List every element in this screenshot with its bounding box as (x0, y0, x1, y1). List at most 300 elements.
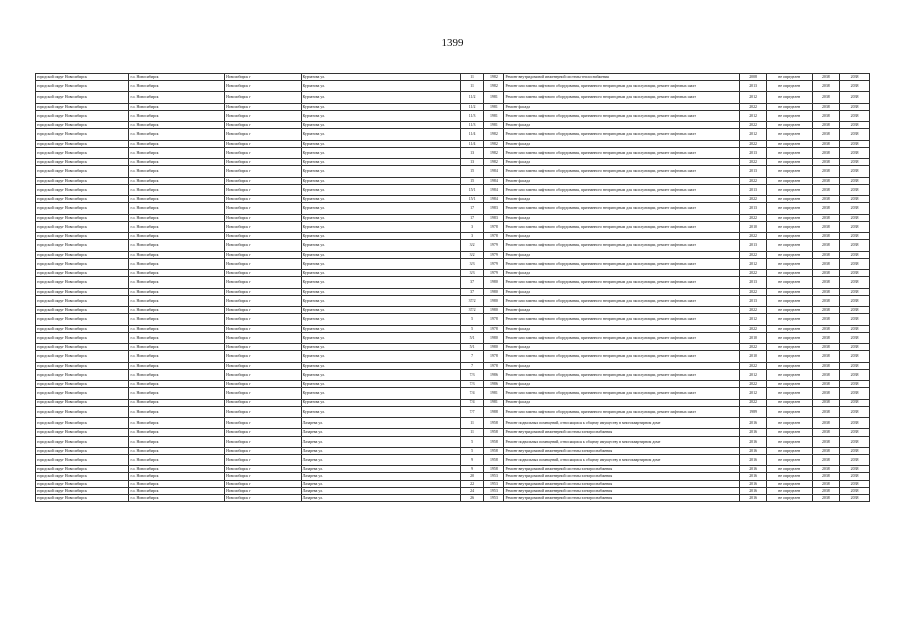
municipality-cell: городской округ Новосибирск (36, 184, 129, 195)
house-number-cell: 17 (460, 214, 483, 221)
last-repair-year-cell: 2012 (740, 110, 767, 121)
city-cell: Новосибирск г (225, 122, 301, 129)
district-cell: г.о. Новосибирск (129, 406, 225, 417)
city-cell: Новосибирск г (225, 362, 301, 369)
last-repair-year-cell: 2016 (740, 480, 767, 487)
house-number-cell: 15/1 (460, 184, 483, 195)
build-year-cell: 1979 (484, 258, 504, 269)
status-cell: не определен (766, 447, 812, 454)
house-number-cell: 3/2 (460, 240, 483, 251)
build-year-cell: 1980 (484, 277, 504, 288)
build-year-cell: 1958 (484, 454, 504, 465)
plan-start-cell: 2038 (812, 332, 840, 343)
street-cell: Курчатова ул. (301, 406, 460, 417)
district-cell: г.о. Новосибирск (129, 159, 225, 166)
district-cell: г.о. Новосибирск (129, 388, 225, 399)
last-repair-year-cell: 2022 (740, 103, 767, 110)
plan-end-cell: 2038 (840, 429, 870, 436)
house-number-cell: 11/2 (460, 103, 483, 110)
street-cell: Курчатова ул. (301, 381, 460, 388)
district-cell: г.о. Новосибирск (129, 103, 225, 110)
district-cell: г.о. Новосибирск (129, 495, 225, 502)
house-number-cell: 7 (460, 362, 483, 369)
municipality-cell: городской округ Новосибирск (36, 388, 129, 399)
street-cell: Курчатова ул. (301, 388, 460, 399)
municipality-cell: городской округ Новосибирск (36, 258, 129, 269)
city-cell: Новосибирск г (225, 214, 301, 221)
plan-start-cell: 2038 (812, 381, 840, 388)
plan-end-cell: 2038 (840, 177, 870, 184)
build-year-cell: 1984 (484, 196, 504, 203)
plan-start-cell: 2038 (812, 184, 840, 195)
table-row (36, 129, 870, 140)
municipality-cell: городской округ Новосибирск (36, 495, 129, 502)
municipality-cell: городской округ Новосибирск (36, 177, 129, 184)
street-cell: Курчатова ул. (301, 251, 460, 258)
work-type-cell: Ремонт фасада (504, 307, 740, 314)
plan-start-cell: 2038 (812, 314, 840, 325)
build-year-cell: 1978 (484, 233, 504, 240)
street-cell: Лазарева ул. (301, 466, 460, 473)
plan-start-cell: 2038 (812, 487, 840, 494)
city-cell: Новосибирск г (225, 92, 301, 103)
plan-start-cell: 2038 (812, 140, 840, 147)
district-cell: г.о. Новосибирск (129, 436, 225, 447)
street-cell: Лазарева ул. (301, 447, 460, 454)
plan-end-cell: 2038 (840, 74, 870, 81)
work-type-cell: Ремонт фасада (504, 233, 740, 240)
last-repair-year-cell: 2010 (740, 351, 767, 362)
city-cell: Новосибирск г (225, 314, 301, 325)
status-cell: не определен (766, 110, 812, 121)
plan-start-cell: 2038 (812, 258, 840, 269)
last-repair-year-cell: 2013 (740, 277, 767, 288)
table-row (36, 399, 870, 406)
plan-end-cell: 2038 (840, 196, 870, 203)
city-cell: Новосибирск г (225, 196, 301, 203)
status-cell: не определен (766, 140, 812, 147)
plan-end-cell: 2038 (840, 351, 870, 362)
build-year-cell: 1983 (484, 214, 504, 221)
work-type-cell: Ремонт внутридомовой инженерной системы электроснабжения (504, 466, 740, 473)
street-cell: Курчатова ул. (301, 233, 460, 240)
street-cell: Курчатова ул. (301, 129, 460, 140)
city-cell: Новосибирск г (225, 129, 301, 140)
municipality-cell: городской округ Новосибирск (36, 81, 129, 92)
house-number-cell: 11 (460, 429, 483, 436)
table-row (36, 447, 870, 454)
district-cell: г.о. Новосибирск (129, 140, 225, 147)
street-cell: Курчатова ул. (301, 110, 460, 121)
district-cell: г.о. Новосибирск (129, 196, 225, 203)
plan-end-cell: 2038 (840, 314, 870, 325)
district-cell: г.о. Новосибирск (129, 325, 225, 332)
municipality-cell: городской округ Новосибирск (36, 399, 129, 406)
work-type-cell: Ремонт фасада (504, 103, 740, 110)
plan-start-cell: 2038 (812, 122, 840, 129)
street-cell: Курчатова ул. (301, 277, 460, 288)
build-year-cell: 1958 (484, 418, 504, 429)
table-row (36, 288, 870, 295)
street-cell: Курчатова ул. (301, 295, 460, 306)
work-type-cell: Ремонт или замена лифтового оборудования, признанного непригодным для эксплуатации, ремонт лифтовых шахт (504, 129, 740, 140)
district-cell: г.о. Новосибирск (129, 214, 225, 221)
build-year-cell: 1986 (484, 369, 504, 380)
table-row (36, 332, 870, 343)
work-type-cell: Ремонт фасада (504, 399, 740, 406)
table-row (36, 277, 870, 288)
status-cell: не определен (766, 436, 812, 447)
table-row (36, 362, 870, 369)
last-repair-year-cell: 2022 (740, 362, 767, 369)
plan-start-cell: 2038 (812, 436, 840, 447)
district-cell: г.о. Новосибирск (129, 454, 225, 465)
build-year-cell: 1981 (484, 399, 504, 406)
build-year-cell: 1981 (484, 103, 504, 110)
work-type-cell: Ремонт фасада (504, 381, 740, 388)
street-cell: Курчатова ул. (301, 81, 460, 92)
house-number-cell: 9 (460, 466, 483, 473)
municipality-cell: городской округ Новосибирск (36, 140, 129, 147)
plan-start-cell: 2038 (812, 466, 840, 473)
work-type-cell: Ремонт внутридомовой инженерной системы теплоснабжения (504, 74, 740, 81)
plan-start-cell: 2038 (812, 418, 840, 429)
plan-end-cell: 2038 (840, 473, 870, 480)
last-repair-year-cell: 2022 (740, 233, 767, 240)
table-row (36, 436, 870, 447)
street-cell: Курчатова ул. (301, 288, 460, 295)
table-row (36, 221, 870, 232)
street-cell: Курчатова ул. (301, 351, 460, 362)
page-number: 1399 (441, 37, 464, 49)
plan-end-cell: 2038 (840, 381, 870, 388)
plan-end-cell: 2038 (840, 362, 870, 369)
district-cell: г.о. Новосибирск (129, 240, 225, 251)
street-cell: Курчатова ул. (301, 184, 460, 195)
house-number-cell: 37 (460, 288, 483, 295)
status-cell: не определен (766, 480, 812, 487)
status-cell: не определен (766, 362, 812, 369)
plan-end-cell: 2038 (840, 307, 870, 314)
city-cell: Новосибирск г (225, 288, 301, 295)
last-repair-year-cell: 2012 (740, 369, 767, 380)
status-cell: не определен (766, 399, 812, 406)
plan-start-cell: 2038 (812, 325, 840, 332)
table-row (36, 214, 870, 221)
build-year-cell: 1978 (484, 221, 504, 232)
city-cell: Новосибирск г (225, 258, 301, 269)
plan-start-cell: 2038 (812, 74, 840, 81)
plan-end-cell: 2038 (840, 447, 870, 454)
municipality-cell: городской округ Новосибирск (36, 159, 129, 166)
last-repair-year-cell: 2013 (740, 184, 767, 195)
build-year-cell: 1980 (484, 288, 504, 295)
city-cell: Новосибирск г (225, 184, 301, 195)
table-row (36, 429, 870, 436)
build-year-cell: 1958 (484, 466, 504, 473)
street-cell: Курчатова ул. (301, 214, 460, 221)
plan-start-cell: 2038 (812, 81, 840, 92)
plan-start-cell: 2038 (812, 270, 840, 277)
plan-end-cell: 2038 (840, 454, 870, 465)
district-cell: г.о. Новосибирск (129, 203, 225, 214)
street-cell: Лазарева ул. (301, 473, 460, 480)
work-type-cell: Ремонт или замена лифтового оборудования, признанного непригодным для эксплуатации, ремонт лифтовых шахт (504, 184, 740, 195)
city-cell: Новосибирск г (225, 473, 301, 480)
municipality-cell: городской округ Новосибирск (36, 203, 129, 214)
street-cell: Лазарева ул. (301, 418, 460, 429)
district-cell: г.о. Новосибирск (129, 362, 225, 369)
table-row (36, 103, 870, 110)
build-year-cell: 1982 (484, 129, 504, 140)
plan-start-cell: 2038 (812, 454, 840, 465)
build-year-cell: 1979 (484, 240, 504, 251)
street-cell: Курчатова ул. (301, 314, 460, 325)
last-repair-year-cell: 2022 (740, 325, 767, 332)
municipality-cell: городской округ Новосибирск (36, 466, 129, 473)
street-cell: Курчатова ул. (301, 344, 460, 351)
build-year-cell: 1978 (484, 351, 504, 362)
status-cell: не определен (766, 103, 812, 110)
build-year-cell: 1982 (484, 147, 504, 158)
municipality-cell: городской округ Новосибирск (36, 196, 129, 203)
build-year-cell: 1982 (484, 159, 504, 166)
status-cell: не определен (766, 92, 812, 103)
plan-start-cell: 2038 (812, 480, 840, 487)
status-cell: не определен (766, 369, 812, 380)
street-cell: Лазарева ул. (301, 480, 460, 487)
last-repair-year-cell: 2022 (740, 307, 767, 314)
house-number-cell: 15 (460, 177, 483, 184)
status-cell: не определен (766, 295, 812, 306)
district-cell: г.о. Новосибирск (129, 92, 225, 103)
table-row (36, 110, 870, 121)
plan-end-cell: 2038 (840, 214, 870, 221)
house-number-cell: 11/3 (460, 122, 483, 129)
plan-end-cell: 2038 (840, 122, 870, 129)
plan-end-cell: 2038 (840, 466, 870, 473)
table-row (36, 159, 870, 166)
table-row (36, 325, 870, 332)
status-cell: не определен (766, 332, 812, 343)
plan-end-cell: 2038 (840, 81, 870, 92)
district-cell: г.о. Новосибирск (129, 399, 225, 406)
city-cell: Новосибирск г (225, 221, 301, 232)
city-cell: Новосибирск г (225, 110, 301, 121)
house-number-cell: 3 (460, 233, 483, 240)
municipality-cell: городской округ Новосибирск (36, 295, 129, 306)
municipality-cell: городской округ Новосибирск (36, 277, 129, 288)
municipality-cell: городской округ Новосибирск (36, 325, 129, 332)
municipality-cell: городской округ Новосибирск (36, 233, 129, 240)
last-repair-year-cell: 2022 (740, 399, 767, 406)
build-year-cell: 1980 (484, 344, 504, 351)
build-year-cell: 1982 (484, 140, 504, 147)
build-year-cell: 1986 (484, 381, 504, 388)
table-row (36, 233, 870, 240)
work-type-cell: Ремонт или замена лифтового оборудования, признанного непригодным для эксплуатации, ремонт лифтовых шахт (504, 369, 740, 380)
work-type-cell: Ремонт внутридомовой инженерной системы электроснабжения (504, 447, 740, 454)
build-year-cell: 1988 (484, 406, 504, 417)
build-year-cell: 1978 (484, 362, 504, 369)
build-year-cell: 1984 (484, 166, 504, 177)
city-cell: Новосибирск г (225, 351, 301, 362)
table-row (36, 147, 870, 158)
work-type-cell: Ремонт фасада (504, 344, 740, 351)
build-year-cell: 1981 (484, 122, 504, 129)
municipality-cell: городской округ Новосибирск (36, 221, 129, 232)
district-cell: г.о. Новосибирск (129, 295, 225, 306)
work-type-cell: Ремонт подвальных помещений, относящихся к общему имуществу в многоквартирном доме (504, 436, 740, 447)
plan-end-cell: 2038 (840, 240, 870, 251)
street-cell: Курчатова ул. (301, 203, 460, 214)
last-repair-year-cell: 2013 (740, 295, 767, 306)
build-year-cell: 1981 (484, 388, 504, 399)
street-cell: Курчатова ул. (301, 166, 460, 177)
build-year-cell: 1958 (484, 436, 504, 447)
plan-start-cell: 2038 (812, 351, 840, 362)
capital-repair-table (35, 73, 870, 502)
municipality-cell: городской округ Новосибирск (36, 147, 129, 158)
last-repair-year-cell: 2013 (740, 240, 767, 251)
build-year-cell: 1953 (484, 480, 504, 487)
house-number-cell: 3/3 (460, 270, 483, 277)
plan-end-cell: 2038 (840, 332, 870, 343)
work-type-cell: Ремонт или замена лифтового оборудования, признанного непригодным для эксплуатации, ремонт лифтовых шахт (504, 277, 740, 288)
municipality-cell: городской округ Новосибирск (36, 270, 129, 277)
municipality-cell: городской округ Новосибирск (36, 166, 129, 177)
city-cell: Новосибирск г (225, 240, 301, 251)
street-cell: Курчатова ул. (301, 332, 460, 343)
city-cell: Новосибирск г (225, 495, 301, 502)
plan-end-cell: 2038 (840, 251, 870, 258)
work-type-cell: Ремонт или замена лифтового оборудования, признанного непригодным для эксплуатации, ремонт лифтовых шахт (504, 314, 740, 325)
plan-end-cell: 2038 (840, 406, 870, 417)
street-cell: Курчатова ул. (301, 103, 460, 110)
build-year-cell: 1981 (484, 110, 504, 121)
house-number-cell: 7/4 (460, 388, 483, 399)
table-row (36, 240, 870, 251)
street-cell: Курчатова ул. (301, 74, 460, 81)
house-number-cell: 3 (460, 221, 483, 232)
build-year-cell: 1953 (484, 473, 504, 480)
house-number-cell: 7/4 (460, 399, 483, 406)
municipality-cell: городской округ Новосибирск (36, 369, 129, 380)
city-cell: Новосибирск г (225, 74, 301, 81)
district-cell: г.о. Новосибирск (129, 307, 225, 314)
city-cell: Новосибирск г (225, 307, 301, 314)
table-row (36, 487, 870, 494)
city-cell: Новосибирск г (225, 399, 301, 406)
plan-start-cell: 2038 (812, 129, 840, 140)
plan-end-cell: 2038 (840, 203, 870, 214)
plan-end-cell: 2038 (840, 487, 870, 494)
district-cell: г.о. Новосибирск (129, 251, 225, 258)
street-cell: Курчатова ул. (301, 122, 460, 129)
city-cell: Новосибирск г (225, 388, 301, 399)
district-cell: г.о. Новосибирск (129, 110, 225, 121)
build-year-cell: 1980 (484, 295, 504, 306)
status-cell: не определен (766, 418, 812, 429)
house-number-cell: 37/2 (460, 307, 483, 314)
municipality-cell: городской округ Новосибирск (36, 74, 129, 81)
build-year-cell: 1979 (484, 251, 504, 258)
city-cell: Новосибирск г (225, 418, 301, 429)
house-number-cell: 11 (460, 74, 483, 81)
last-repair-year-cell: 2022 (740, 177, 767, 184)
district-cell: г.о. Новосибирск (129, 344, 225, 351)
status-cell: не определен (766, 325, 812, 332)
plan-end-cell: 2038 (840, 258, 870, 269)
municipality-cell: городской округ Новосибирск (36, 307, 129, 314)
house-number-cell: 7/3 (460, 369, 483, 380)
build-year-cell: 1980 (484, 307, 504, 314)
table-row (36, 196, 870, 203)
table-row (36, 122, 870, 129)
last-repair-year-cell: 2022 (740, 381, 767, 388)
status-cell: не определен (766, 406, 812, 417)
district-cell: г.о. Новосибирск (129, 184, 225, 195)
municipality-cell: городской округ Новосибирск (36, 122, 129, 129)
table-row (36, 351, 870, 362)
work-type-cell: Ремонт или замена лифтового оборудования, признанного непригодным для эксплуатации, ремонт лифтовых шахт (504, 147, 740, 158)
street-cell: Лазарева ул. (301, 436, 460, 447)
district-cell: г.о. Новосибирск (129, 147, 225, 158)
city-cell: Новосибирск г (225, 251, 301, 258)
last-repair-year-cell: 2016 (740, 495, 767, 502)
municipality-cell: городской округ Новосибирск (36, 288, 129, 295)
plan-end-cell: 2038 (840, 277, 870, 288)
district-cell: г.о. Новосибирск (129, 233, 225, 240)
municipality-cell: городской округ Новосибирск (36, 473, 129, 480)
plan-end-cell: 2038 (840, 110, 870, 121)
district-cell: г.о. Новосибирск (129, 74, 225, 81)
house-number-cell: 7/3 (460, 381, 483, 388)
house-number-cell: 11/2 (460, 92, 483, 103)
house-number-cell: 24 (460, 487, 483, 494)
work-type-cell: Ремонт или замена лифтового оборудования, признанного непригодным для эксплуатации, ремонт лифтовых шахт (504, 203, 740, 214)
work-type-cell: Ремонт фасада (504, 177, 740, 184)
work-type-cell: Ремонт или замена лифтового оборудования, признанного непригодным для эксплуатации, ремонт лифтовых шахт (504, 295, 740, 306)
district-cell: г.о. Новосибирск (129, 447, 225, 454)
work-type-cell: Ремонт фасада (504, 251, 740, 258)
last-repair-year-cell: 2016 (740, 487, 767, 494)
city-cell: Новосибирск г (225, 270, 301, 277)
street-cell: Курчатова ул. (301, 92, 460, 103)
plan-end-cell: 2038 (840, 288, 870, 295)
plan-end-cell: 2038 (840, 103, 870, 110)
city-cell: Новосибирск г (225, 406, 301, 417)
build-year-cell: 1958 (484, 447, 504, 454)
house-number-cell: 17 (460, 203, 483, 214)
table-row (36, 177, 870, 184)
municipality-cell: городской округ Новосибирск (36, 251, 129, 258)
municipality-cell: городской округ Новосибирск (36, 381, 129, 388)
house-number-cell: 13 (460, 159, 483, 166)
table-row (36, 344, 870, 351)
city-cell: Новосибирск г (225, 325, 301, 332)
work-type-cell: Ремонт фасада (504, 362, 740, 369)
house-number-cell: 3/2 (460, 251, 483, 258)
municipality-cell: городской округ Новосибирск (36, 240, 129, 251)
status-cell: не определен (766, 74, 812, 81)
last-repair-year-cell: 2013 (740, 81, 767, 92)
work-type-cell: Ремонт или замена лифтового оборудования, признанного непригодным для эксплуатации, ремонт лифтовых шахт (504, 388, 740, 399)
house-number-cell: 9 (460, 454, 483, 465)
work-type-cell: Ремонт фасада (504, 140, 740, 147)
last-repair-year-cell: 2022 (740, 159, 767, 166)
municipality-cell: городской округ Новосибирск (36, 447, 129, 454)
